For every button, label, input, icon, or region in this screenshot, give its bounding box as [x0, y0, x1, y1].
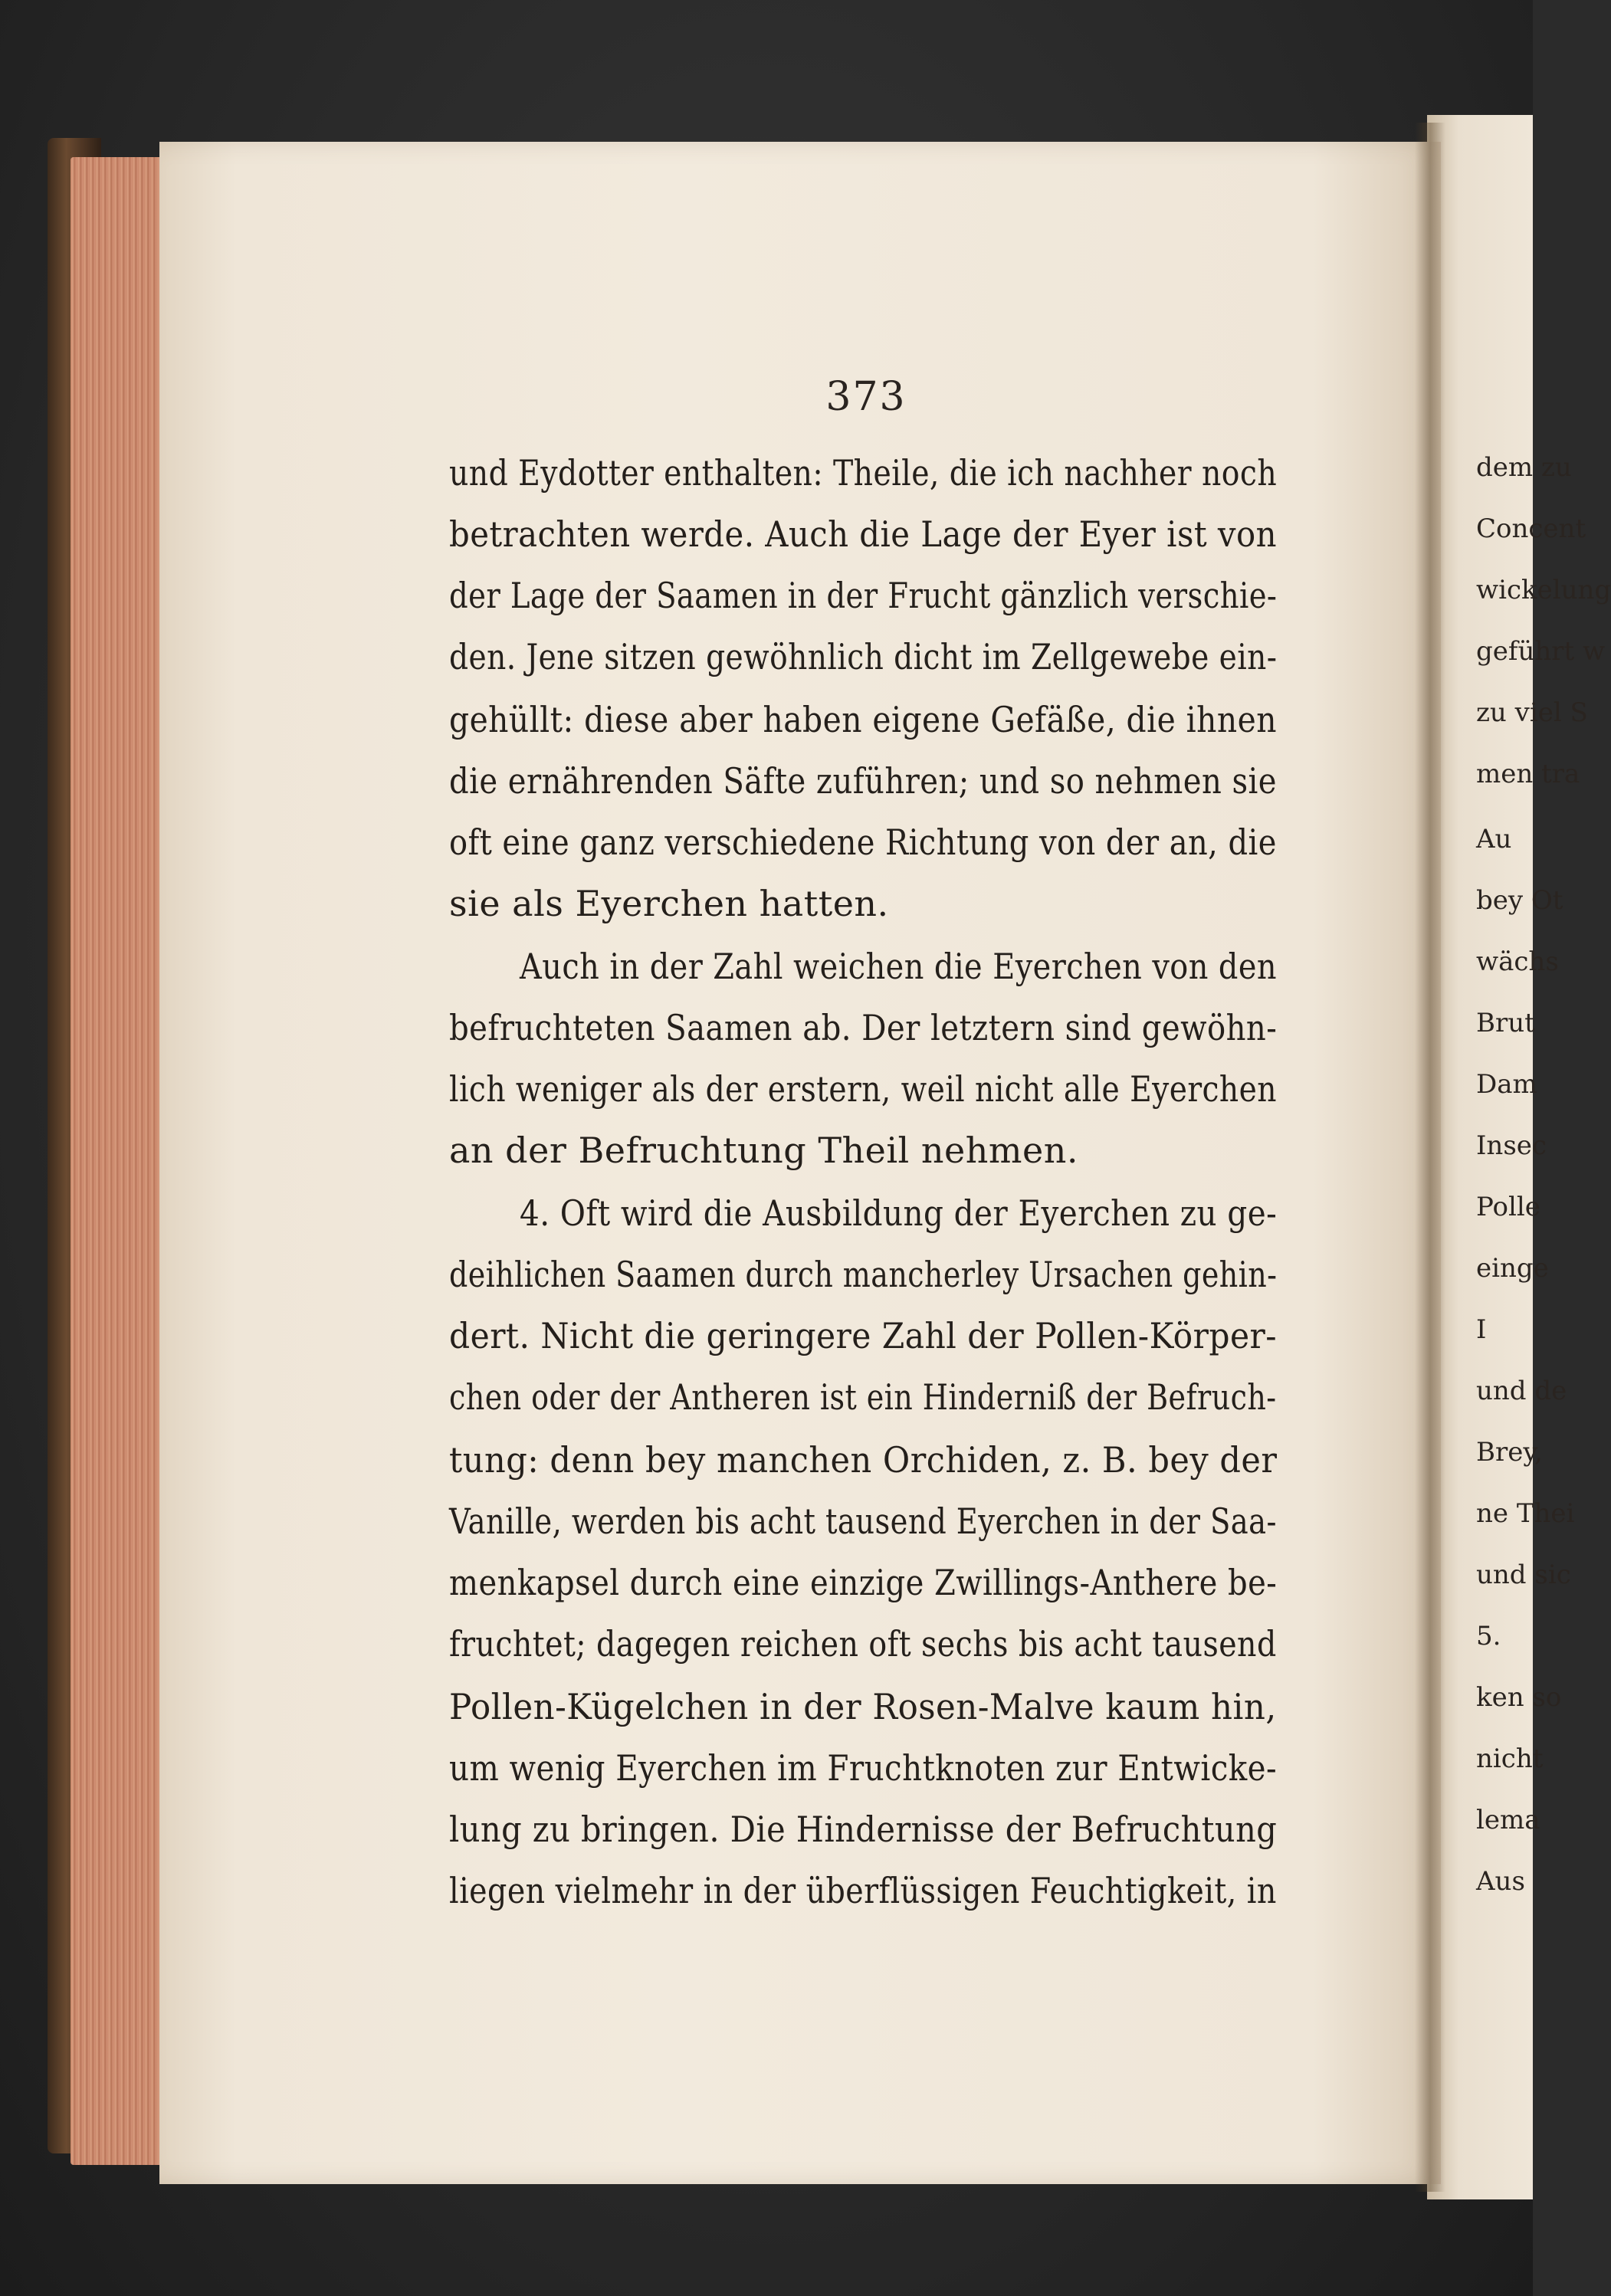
text-line: an der Befruchtung Theil nehmen.: [449, 1130, 1078, 1171]
text-line: betrachten werde. Auch die Lage der Eyer ist von: [449, 513, 1277, 555]
facing-line: zu viel S: [1476, 697, 1588, 728]
facing-line: und de: [1476, 1376, 1567, 1406]
facing-line: Concent: [1476, 513, 1586, 544]
text-line: und Eydotter enthalten: Theile, die ich nachher noch: [449, 452, 1278, 494]
text-line: liegen vielmehr in der überflüssigen Feuchtigkeit, in: [449, 1870, 1277, 1911]
facing-line: Insec: [1476, 1130, 1547, 1161]
facing-line: einge: [1476, 1253, 1549, 1284]
text-line: die ernährenden Säfte zuführen; und so nehmen sie: [449, 760, 1277, 802]
text-line: sie als Eyerchen hatten.: [449, 883, 889, 924]
page-number: 373: [825, 374, 907, 420]
text-line: befruchteten Saamen ab. Der letztern sind gewöhn-: [449, 1007, 1278, 1048]
facing-line: Brey,: [1476, 1437, 1543, 1468]
facing-line: dem zu: [1476, 452, 1572, 483]
facing-line: Polle: [1476, 1192, 1540, 1222]
text-line: 4. Oft wird die Ausbildung der Eyerchen zu ge-: [520, 1192, 1278, 1234]
facing-line: men tra: [1476, 759, 1580, 789]
facing-line: bey Ot: [1476, 885, 1563, 916]
facing-line: wächs: [1476, 946, 1559, 977]
facing-line: wickelung: [1476, 575, 1611, 605]
text-line: lich weniger als der erstern, weil nicht alle Eyerchen: [449, 1068, 1277, 1110]
text-line: tung: denn bey manchen Orchiden, z. B. bey der: [449, 1439, 1278, 1481]
page-gutter: [1415, 123, 1445, 2192]
text-line: um wenig Eyerchen im Fruchtknoten zur Entwicke-: [449, 1747, 1278, 1789]
facing-line: Brut: [1476, 1008, 1535, 1038]
facing-line: 5.: [1476, 1621, 1501, 1651]
text-line: lung zu bringen. Die Hindernisse der Befruchtung: [449, 1809, 1278, 1850]
facing-line: Dam: [1476, 1069, 1537, 1100]
text-line: gehüllt: diese aber haben eigene Gefäße, die ihnen: [449, 699, 1277, 740]
facing-line: und sic: [1476, 1560, 1571, 1590]
facing-line: geführt w: [1476, 636, 1606, 667]
text-line: deihlichen Saamen durch mancherley Ursachen gehin-: [449, 1254, 1278, 1295]
facing-line: ne Thei: [1476, 1498, 1575, 1529]
text-line: oft eine ganz verschiedene Richtung von der an, die: [449, 822, 1277, 863]
facing-line: Au: [1476, 824, 1512, 854]
facing-line: ken so: [1476, 1682, 1562, 1713]
text-line: Vanille, werden bis acht tausend Eyerchen in der Saa-: [449, 1501, 1277, 1542]
text-line: fruchtet; dagegen reichen oft sechs bis acht tausend: [449, 1623, 1277, 1665]
text-line: Pollen-Kügelchen in der Rosen-Malve kaum hin,: [449, 1686, 1277, 1727]
text-line: der Lage der Saamen in der Frucht gänzlich verschie-: [449, 575, 1278, 616]
text-line: menkapsel durch eine einzige Zwillings-Anthere be-: [449, 1562, 1278, 1603]
text-line: chen oder der Antheren ist ein Hinderniß der Befruch-: [449, 1376, 1277, 1418]
text-line: den. Jene sitzen gewöhnlich dicht im Zellgewebe ein-: [449, 636, 1278, 677]
facing-line: Aus: [1476, 1866, 1525, 1897]
text-line: Auch in der Zahl weichen die Eyerchen von den: [520, 946, 1278, 987]
facing-line: I: [1476, 1314, 1487, 1345]
text-line: dert. Nicht die geringere Zahl der Pollen-Körper-: [449, 1315, 1278, 1356]
facing-line: nicht: [1476, 1743, 1544, 1774]
facing-line: lema: [1476, 1805, 1540, 1835]
